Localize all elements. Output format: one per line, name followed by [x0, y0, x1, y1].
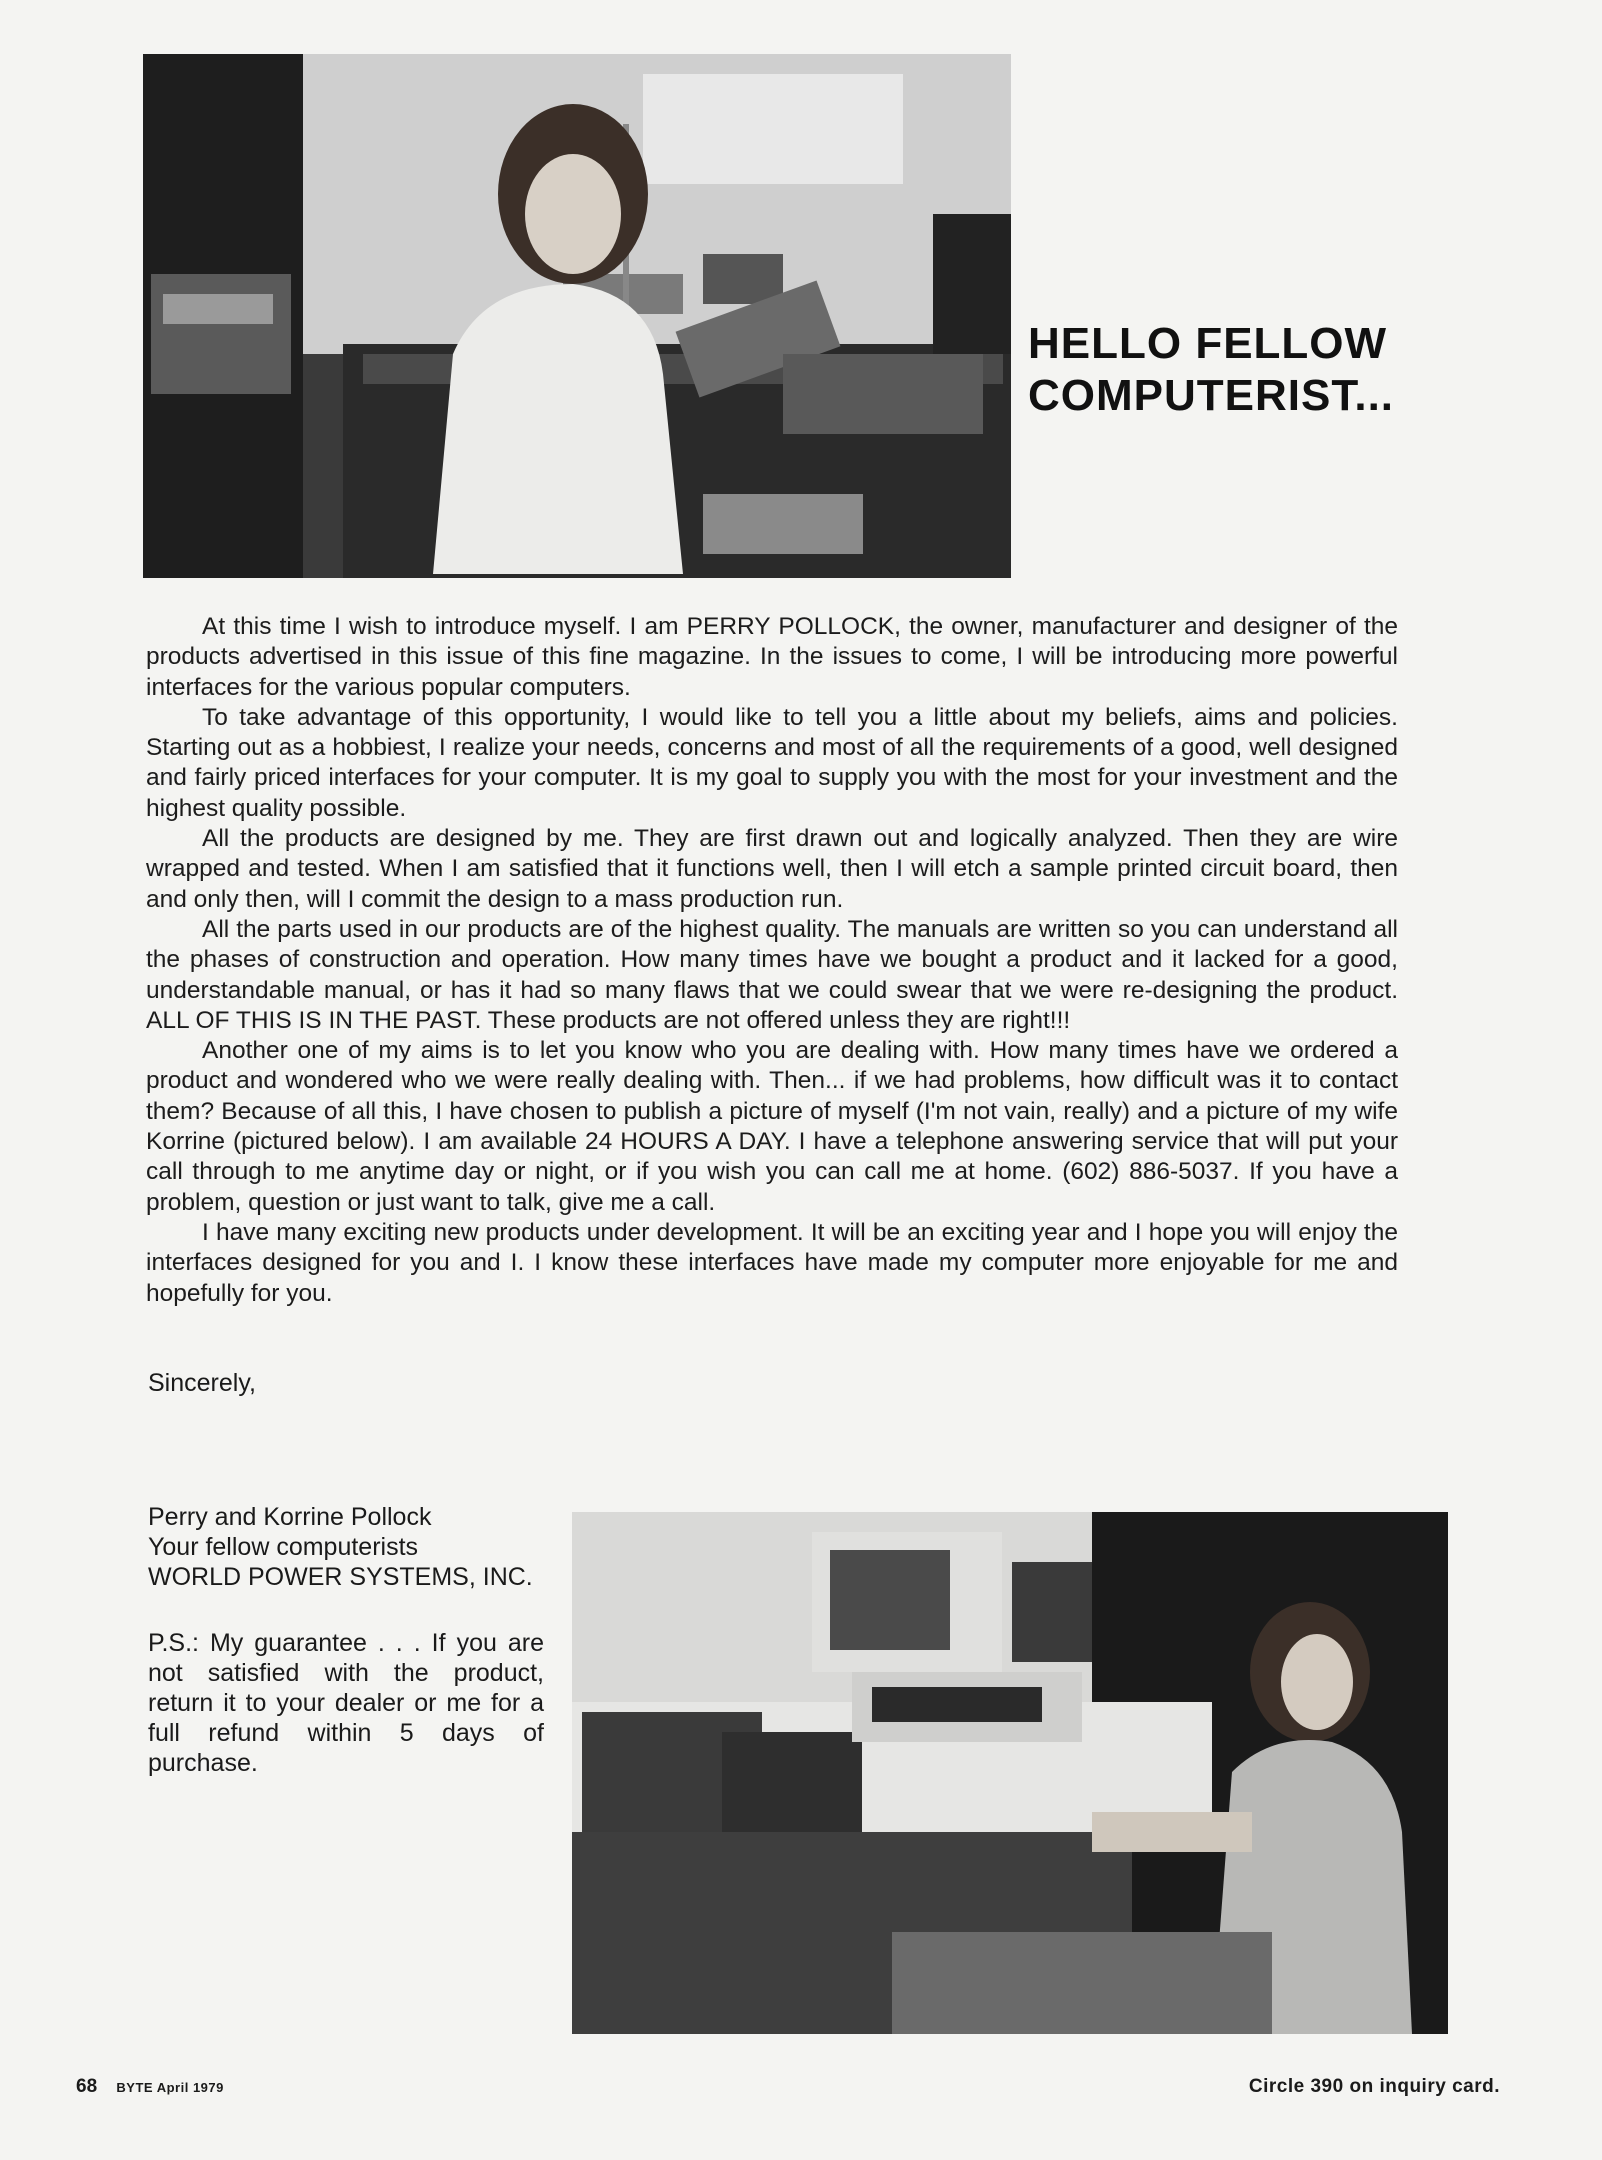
paragraph-contact: Another one of my aims is to let you know who you are dealing with. How many times have we ordered a product and wondered who we were really dealing with. Then... if we had problems, how difficult was it to contact them? Because of all this, I have chosen to publish a picture of myself (I'm not vain, really) and a picture of my wife Korrine (pictured below). I am available 24 HOURS A DAY. I have a telephone answering service that will put your call through to me anytime day or night, or if you wish you can call me at home. (602) 886-5037. If you have a problem, question or just want to talk, give me a call. [146, 1037, 1398, 1216]
photo-perry-workbench-image [143, 54, 1011, 578]
signature-company: WORLD POWER SYSTEMS, INC. [148, 1563, 533, 1591]
postscript-guarantee: P.S.: My guarantee . . . If you are not satisfied with the product, return it to your dealer or me for a full refund within 5 days of purchase. [148, 1629, 544, 1777]
signature-tagline: Your fellow computerists [148, 1533, 419, 1561]
signature-block [148, 1502, 568, 1592]
paragraph-new-products: I have many exciting new products under development. It will be an exciting year and I hope you will enjoy the interfaces designed for you and I. I know these interfaces have made my computer more enjoyable for me and hopefully for you. [146, 1218, 1398, 1307]
paragraph-beliefs: To take advantage of this opportunity, I would like to tell you a little about my beliefs, aims and policies. Starting out as a hobbiest, I realize your needs, concerns and most of all the requirements of a good, well designed and fairly priced interfaces for your computer. It is my goal to supply you with the most for your investment and the highest quality possible. [146, 703, 1398, 822]
signature-names: Perry and Korrine Pollock [148, 1503, 432, 1531]
headline [1028, 318, 1468, 422]
footer-page-info [76, 2076, 224, 2098]
photo-korrine-computer-image [572, 1512, 1448, 2034]
headline-line-1: HELLO FELLOW [1028, 319, 1388, 368]
letter-body [146, 612, 1398, 1309]
photo-perry-workbench [143, 54, 1011, 578]
paragraph-quality: All the parts used in our products are of the highest quality. The manuals are written so you can understand all the phases of construction and operation. How many times have we bought a product and it lacked for a good, understandable manual, or has it had so many flaws that we could swear that we were re-designing the product. ALL OF THIS IS IN THE PAST. These products are not offered unless they are right!!! [146, 915, 1398, 1034]
photo-korrine-computer [572, 1512, 1448, 2034]
magazine-issue: BYTE April 1979 [116, 2080, 224, 2095]
headline-line-2: COMPUTERIST... [1028, 371, 1395, 420]
closing-salutation: Sincerely, [148, 1369, 256, 1397]
paragraph-intro: At this time I wish to introduce myself. I am PERRY POLLOCK, the owner, manufacturer and designer of the products advertised in this issue of this fine magazine. In the issues to come, I will be introducing more powerful interfaces for the various popular computers. [146, 613, 1398, 701]
page-number: 68 [76, 2076, 98, 2097]
inquiry-card-note: Circle 390 on inquiry card. [1248, 2076, 1500, 2097]
paragraph-design-process: All the products are designed by me. They are first drawn out and logically analyzed. Then they are wire wrapped and tested. When I am satisfied that it functions well, then I will etch a sample printed circuit board, then and only then, will I commit the design to a mass production run. [146, 825, 1398, 913]
